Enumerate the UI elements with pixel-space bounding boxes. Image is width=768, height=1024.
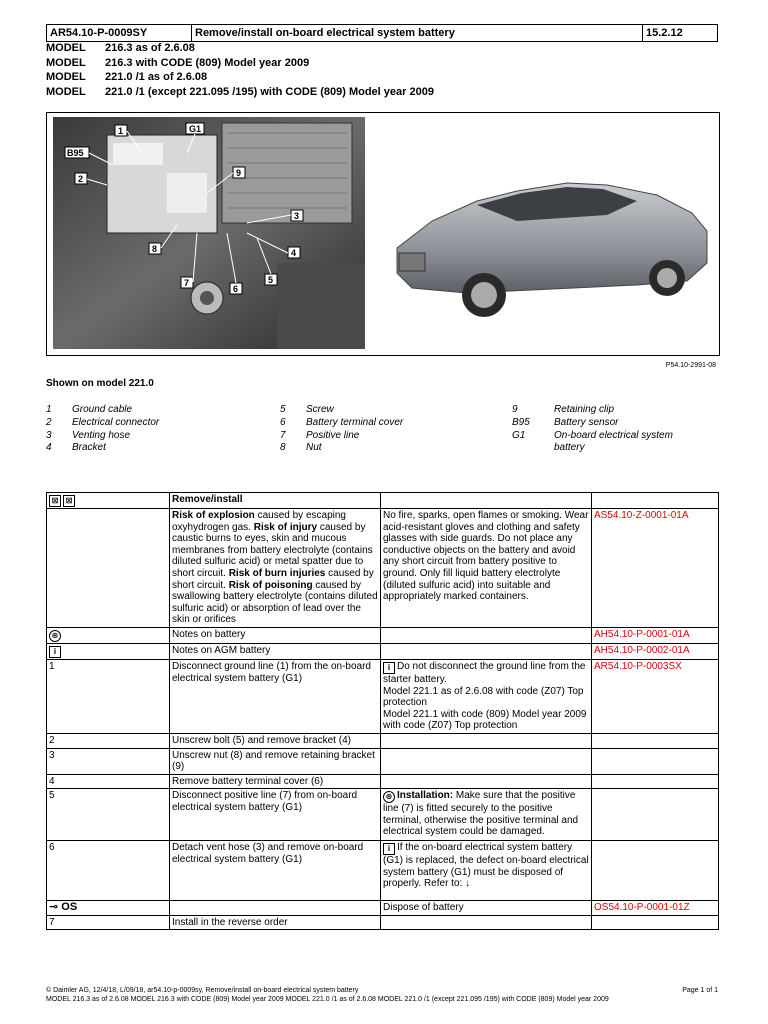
legend-item: 6 Battery terminal cover xyxy=(280,416,404,428)
svg-text:B95: B95 xyxy=(67,148,84,158)
svg-text:4: 4 xyxy=(291,248,297,258)
model-list xyxy=(46,41,434,99)
legend-item: 3 Venting hose xyxy=(46,429,131,441)
table-row: ⊛ Notes on battery AH54.10-P-0001-01A xyxy=(47,627,719,643)
doc-date: 15.2.12 xyxy=(643,25,718,42)
legend-column xyxy=(46,404,196,455)
figure-reference: P54.10-2991-08 xyxy=(665,362,716,369)
doc-id: AR54.10-P-0009SY xyxy=(47,25,192,42)
info-icon: i xyxy=(383,843,395,855)
table-row: 2 Unscrew bolt (5) and remove bracket (4) xyxy=(47,733,719,748)
legend-column xyxy=(280,404,430,455)
legend-column xyxy=(512,404,678,455)
danger-row xyxy=(47,509,719,628)
ref-link[interactable]: AS54.10-Z-0001-01A xyxy=(594,510,689,521)
svg-text:7: 7 xyxy=(184,278,190,288)
svg-text:2: 2 xyxy=(78,174,84,184)
danger-icon xyxy=(49,511,51,520)
installation-icon: ⊛ xyxy=(383,791,395,803)
remove-symbol-icon: ⊠ xyxy=(49,495,61,507)
figure-illustration xyxy=(47,113,719,355)
info-icon: i xyxy=(383,662,395,674)
ref-link[interactable]: AH54.10-P-0001-01A xyxy=(594,628,690,640)
svg-text:6: 6 xyxy=(233,284,239,294)
page-number: Page 1 of 1 xyxy=(682,987,718,994)
ref-link[interactable]: OS54.10-P-0001-01Z xyxy=(594,902,690,914)
car-illustration xyxy=(397,183,707,317)
model-row: MODEL 216.3 as of 2.6.08 xyxy=(46,42,195,54)
table-row: 5 Disconnect positive line (7) from on-board electrical system battery (G1) ⊛ Installation: Make sure that the positive line (7) is fitted securely to the positive terminal, otherwise the positive terminal and electrical system could be damaged. xyxy=(47,789,719,841)
svg-text:8: 8 xyxy=(152,244,158,254)
legend-item: 9 Retaining clip xyxy=(512,404,615,415)
footer-line: MODEL 216.3 as of 2.6.08 MODEL 216.3 with CODE (809) Model year 2009 MODEL 221.0 /1 as of 2.6.08 MODEL 221.0 /1 (except 221.095 /195) with CODE (809) Model year 2009 xyxy=(46,996,609,1003)
legend-item: 1 Ground cable xyxy=(46,404,133,415)
footer-line: © Daimler AG, 12/4/18, L/09/18, ar54.10-p-0009sy, Remove/install on-board electrical system battery xyxy=(46,987,359,994)
table-row: 4 Remove battery terminal cover (6) xyxy=(47,774,719,789)
svg-text:9: 9 xyxy=(236,168,242,178)
header-icons-cell xyxy=(47,493,170,509)
table-row: 1 Disconnect ground line (1) from the on-board electrical system battery (G1) i Do not disconnect the ground line from the starter battery. Model 221.1 as of 2.6.08 with code (Z07) Top protection Model 221.1 with code (809) Model year 2009 with code (Z07) Top protection AR54.10-P-0003SX xyxy=(47,659,719,733)
info-icon: i xyxy=(49,646,61,658)
legend-item: 7 Positive line xyxy=(280,429,360,441)
svg-text:3: 3 xyxy=(294,211,300,221)
table-row: 7 Install in the reverse order xyxy=(47,915,719,930)
legend-item: 4 Bracket xyxy=(46,442,106,454)
svg-text:5: 5 xyxy=(268,275,274,285)
svg-text:G1: G1 xyxy=(189,124,202,134)
danger-text: Risk of explosion caused by escaping oxyhydrogen gas. Risk of injury caused by caustic burns to eyes, skin and mucous membranes from battery electrolyte (contains diluted sulfuric acid) or metal spatter due to short circuit. Risk of burn injuries caused by short circuit. Risk of poisoning caused by swallowing battery electrolyte (contains diluted sulfuric acid) or absorption of lead over the skin or orifices xyxy=(170,509,381,628)
document-header xyxy=(46,24,718,42)
procedure-table xyxy=(46,492,719,930)
legend-item: 2 Electrical connector xyxy=(46,416,160,428)
table-row: 3 Unscrew nut (8) and remove retaining bracket (9) xyxy=(47,748,719,774)
ref-link[interactable]: AH54.10-P-0002-01A xyxy=(594,644,690,656)
notes-battery-icon: ⊛ xyxy=(49,630,61,642)
svg-text:1: 1 xyxy=(118,126,124,136)
legend-item: B95 Battery sensor xyxy=(512,416,619,428)
model-row: MODEL 221.0 /1 (except 221.095 /195) with CODE (809) Model year 2009 xyxy=(46,85,434,98)
doc-title: Remove/install on-board electrical system battery xyxy=(192,25,643,42)
table-row: i Notes on AGM battery AH54.10-P-0002-01A xyxy=(47,643,719,659)
battery-location-figure xyxy=(46,112,720,356)
table-row: 6 Detach vent hose (3) and remove on-board electrical system battery (G1) i If the on-board electrical system battery (G1) is replaced, the defect on-board electrical system battery (G1) must be disposed of properly. Refer to: ↓ xyxy=(47,841,719,901)
model-row: MODEL 221.0 /1 as of 2.6.08 xyxy=(46,71,208,83)
danger-measures: No fire, sparks, open flames or smoking. Wear acid-resistant gloves and clothing and safety glasses with side guards. Do not place any conductive objects on the battery and avoid any short circuit from battery positive to ground. Only fill liquid battery electrolyte (diluted sulfuric acid) into suitable and appropriately marked containers. xyxy=(381,509,592,628)
legend-item: G1 On-board electrical system battery xyxy=(512,429,673,454)
legend-item: 5 Screw xyxy=(280,404,334,415)
table-row: ⊸ OS Dispose of battery OS54.10-P-0001-01Z xyxy=(47,901,719,916)
page-footer xyxy=(46,986,718,1004)
legend-item: 8 Nut xyxy=(280,442,322,454)
model-row: MODEL 216.3 with CODE (809) Model year 2009 xyxy=(46,56,310,69)
tool-icon: ⊸ xyxy=(49,901,59,914)
install-symbol-icon: ⊠ xyxy=(63,495,75,507)
table-header: Remove/install xyxy=(170,493,381,509)
ref-link[interactable]: AR54.10-P-0003SX xyxy=(594,660,682,672)
shown-on-caption: Shown on model 221.0 xyxy=(46,378,154,389)
